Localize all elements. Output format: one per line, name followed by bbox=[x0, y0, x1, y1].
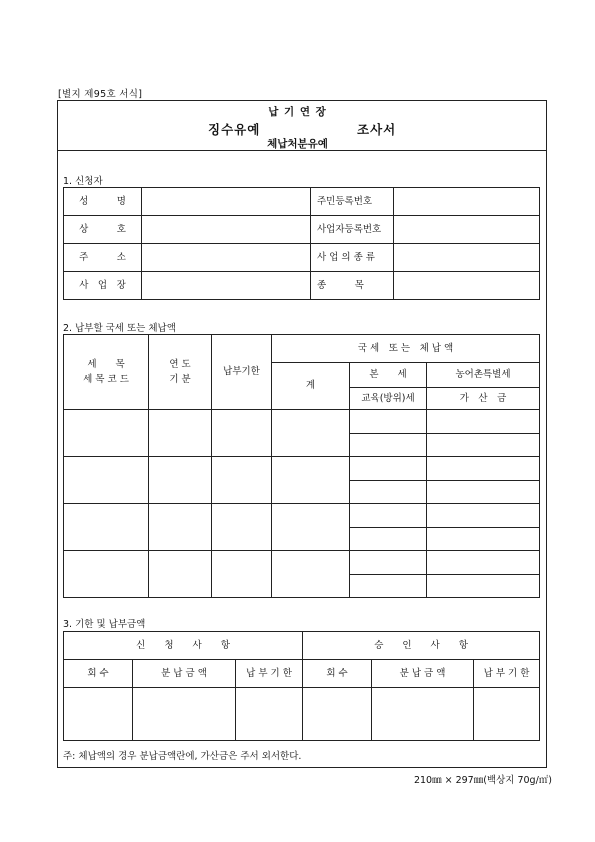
total-cell[interactable] bbox=[272, 457, 350, 504]
installment-table bbox=[63, 631, 540, 741]
paper-spec: 210㎜ × 297㎜(백상지 70g/㎡) bbox=[413, 775, 552, 786]
applied-due-cell[interactable] bbox=[236, 688, 303, 741]
name-label: 성 명 bbox=[64, 188, 142, 216]
due-date-cell[interactable] bbox=[212, 551, 272, 598]
business-number-label: 사업자등록번호 bbox=[311, 216, 394, 244]
tax-amount-table bbox=[63, 334, 540, 598]
installment-entry-row bbox=[64, 688, 540, 741]
approved-installment-cell[interactable] bbox=[372, 688, 474, 741]
due-date-cell[interactable] bbox=[212, 410, 272, 457]
trade-name-label: 상 호 bbox=[64, 216, 142, 244]
tax-entry-row bbox=[64, 410, 540, 434]
penalty-header: 가 산 금 bbox=[427, 388, 540, 410]
applied-count-header: 회 수 bbox=[64, 660, 133, 688]
main-tax-cell[interactable] bbox=[350, 457, 427, 481]
title-option-deferral: 징수유예 bbox=[208, 122, 261, 137]
tax-entry-row bbox=[64, 504, 540, 528]
approved-count-header: 회 수 bbox=[303, 660, 372, 688]
applicant-row bbox=[64, 216, 540, 244]
applicant-row bbox=[64, 244, 540, 272]
section2-heading: 2. 납부할 국세 또는 체납액 bbox=[63, 323, 176, 334]
due-date-cell[interactable] bbox=[212, 457, 272, 504]
form-number-label: [별지 제95호 서식] bbox=[58, 89, 143, 100]
education-tax-cell[interactable] bbox=[350, 434, 427, 457]
total-cell[interactable] bbox=[272, 410, 350, 457]
due-date-cell[interactable] bbox=[212, 504, 272, 551]
total-cell[interactable] bbox=[272, 504, 350, 551]
rural-special-tax-header: 농어촌특별세 bbox=[427, 363, 540, 388]
workplace-label: 사 업 장 bbox=[64, 272, 142, 300]
education-tax-cell[interactable] bbox=[350, 575, 427, 598]
tax-item-header bbox=[64, 335, 149, 410]
approved-installment-header: 분 납 금 액 bbox=[372, 660, 474, 688]
business-item-label: 종 목 bbox=[311, 272, 394, 300]
title-option-extension: 납 기 연 장 bbox=[268, 106, 327, 118]
applied-installment-header: 분 납 금 액 bbox=[133, 660, 236, 688]
tax-or-arrears-header: 국 세 또 는 체 납 액 bbox=[272, 335, 540, 363]
year-period-cell[interactable] bbox=[149, 457, 212, 504]
approved-due-cell[interactable] bbox=[474, 688, 540, 741]
business-type-label: 사 업 의 종 류 bbox=[311, 244, 394, 272]
tax-item-label: 세 목 bbox=[87, 359, 125, 371]
section3-heading: 3. 기한 및 납부금액 bbox=[63, 619, 146, 630]
approved-due-header: 납 부 기 한 bbox=[474, 660, 540, 688]
applicant-row bbox=[64, 188, 540, 216]
footnote: 주: 체납액의 경우 분납금액란에, 가산금은 주서 외서한다. bbox=[63, 751, 302, 762]
name-field[interactable] bbox=[142, 188, 311, 216]
workplace-field[interactable] bbox=[142, 272, 311, 300]
period-label: 기 분 bbox=[169, 373, 191, 385]
year-period-header bbox=[149, 335, 212, 410]
year-period-cell[interactable] bbox=[149, 504, 212, 551]
education-tax-cell[interactable] bbox=[350, 481, 427, 504]
tax-item-cell[interactable] bbox=[64, 457, 149, 504]
year-period-cell[interactable] bbox=[149, 551, 212, 598]
business-type-field[interactable] bbox=[394, 244, 540, 272]
applicant-table bbox=[63, 187, 540, 300]
year-label: 연 도 bbox=[169, 359, 191, 371]
rural-tax-cell[interactable] bbox=[427, 551, 540, 575]
address-label: 주 소 bbox=[64, 244, 142, 272]
approved-items-header: 승 인 사 항 bbox=[303, 632, 540, 660]
total-cell[interactable] bbox=[272, 551, 350, 598]
business-number-field[interactable] bbox=[394, 216, 540, 244]
resident-number-label: 주민등록번호 bbox=[311, 188, 394, 216]
penalty-cell[interactable] bbox=[427, 528, 540, 551]
section1-heading: 1. 신청자 bbox=[63, 176, 103, 187]
tax-entry-row bbox=[64, 551, 540, 575]
rural-tax-cell[interactable] bbox=[427, 457, 540, 481]
education-tax-header: 교육(방위)세 bbox=[350, 388, 427, 410]
tax-code-label: 세 목 코 드 bbox=[83, 373, 129, 385]
resident-number-field[interactable] bbox=[394, 188, 540, 216]
main-tax-cell[interactable] bbox=[350, 410, 427, 434]
title-survey: 조사서 bbox=[357, 122, 397, 137]
penalty-cell[interactable] bbox=[427, 434, 540, 457]
address-field[interactable] bbox=[142, 244, 311, 272]
title-option-disposition: 체납처분유예 bbox=[267, 138, 328, 150]
applied-installment-cell[interactable] bbox=[133, 688, 236, 741]
main-tax-header: 본 세 bbox=[350, 363, 427, 388]
tax-item-cell[interactable] bbox=[64, 410, 149, 457]
rural-tax-cell[interactable] bbox=[427, 504, 540, 528]
rural-tax-cell[interactable] bbox=[427, 410, 540, 434]
approved-count-cell[interactable] bbox=[303, 688, 372, 741]
tax-item-cell[interactable] bbox=[64, 504, 149, 551]
year-period-cell[interactable] bbox=[149, 410, 212, 457]
penalty-cell[interactable] bbox=[427, 481, 540, 504]
applied-due-header: 납 부 기 한 bbox=[236, 660, 303, 688]
main-tax-cell[interactable] bbox=[350, 551, 427, 575]
business-item-field[interactable] bbox=[394, 272, 540, 300]
education-tax-cell[interactable] bbox=[350, 528, 427, 551]
tax-entry-row bbox=[64, 457, 540, 481]
applied-items-header: 신 청 사 항 bbox=[64, 632, 303, 660]
due-date-header: 납부기한 bbox=[212, 335, 272, 410]
applied-count-cell[interactable] bbox=[64, 688, 133, 741]
penalty-cell[interactable] bbox=[427, 575, 540, 598]
total-header: 계 bbox=[272, 363, 350, 410]
trade-name-field[interactable] bbox=[142, 216, 311, 244]
main-tax-cell[interactable] bbox=[350, 504, 427, 528]
tax-item-cell[interactable] bbox=[64, 551, 149, 598]
applicant-row bbox=[64, 272, 540, 300]
